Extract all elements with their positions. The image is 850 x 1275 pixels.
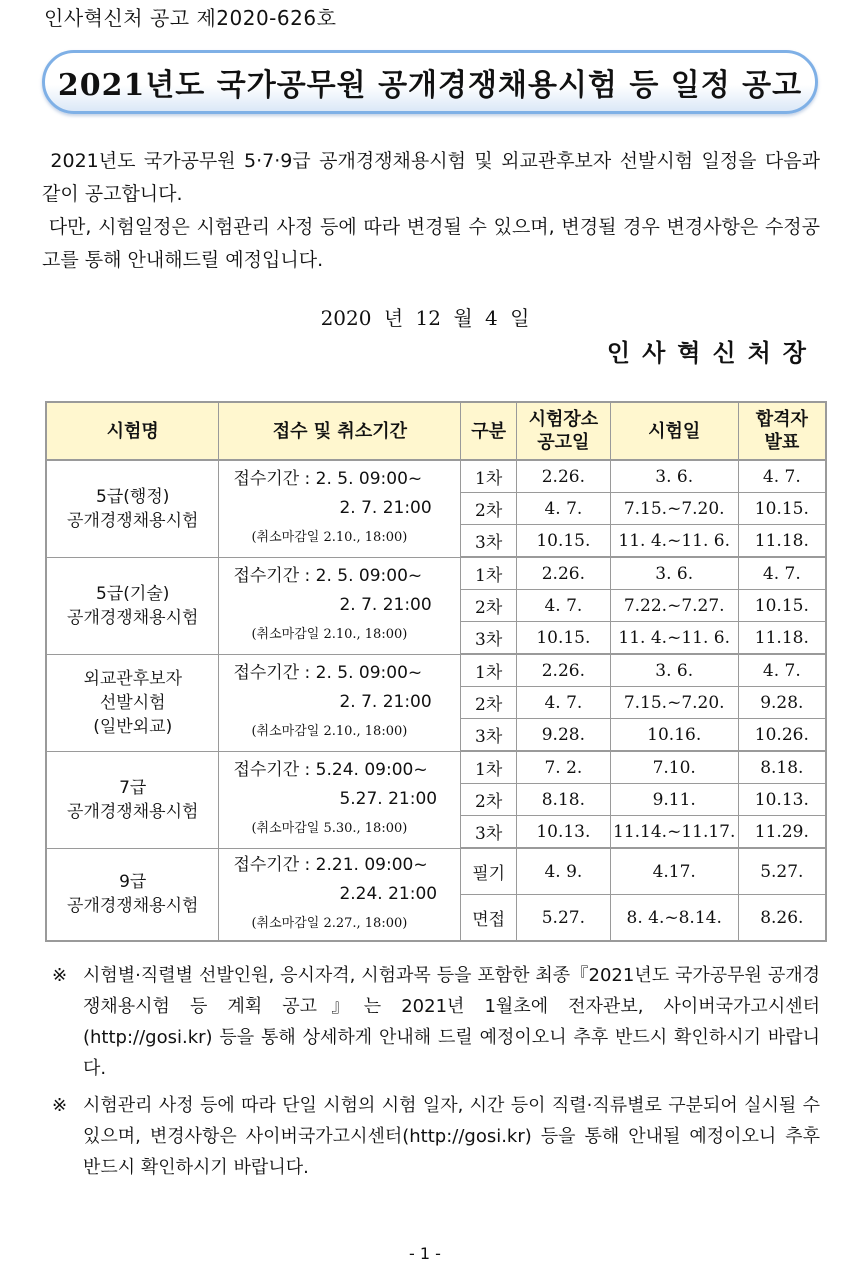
header-exam-name: 시험명 — [46, 402, 219, 460]
page-number: - 1 - — [409, 1244, 441, 1263]
venue-date-cell: 5.27. — [517, 895, 611, 942]
result-date-cell: 10.13. — [738, 784, 826, 816]
result-date-cell: 8.26. — [738, 895, 826, 942]
reference-mark: ※ — [52, 965, 68, 986]
stage-cell: 2차 — [461, 784, 517, 816]
header-period: 접수 및 취소기간 — [219, 402, 461, 460]
table-row — [46, 654, 826, 687]
result-date-cell: 10.26. — [738, 719, 826, 752]
page-title: 2021년도 국가공무원 공개경쟁채용시험 등 일정 공고 — [57, 68, 803, 103]
venue-date-cell: 8.18. — [517, 784, 611, 816]
stage-cell: 1차 — [461, 654, 517, 687]
stage-cell: 면접 — [461, 895, 517, 942]
exam-date-cell: 11. 4.~11. 6. — [610, 622, 738, 655]
result-date-cell: 4. 7. — [738, 654, 826, 687]
notice-date: 2020 년 12 월 4 일 — [320, 306, 530, 330]
result-date-cell: 11.18. — [738, 622, 826, 655]
venue-date-cell: 2.26. — [517, 557, 611, 590]
table-row — [46, 751, 826, 784]
issuer-name: 인사혁신처장 — [606, 339, 818, 367]
reference-mark: ※ — [52, 1095, 68, 1116]
header-venue-notice: 시험장소 공고일 — [517, 402, 611, 460]
exam-schedule-table — [45, 401, 827, 942]
intro-text — [42, 145, 820, 277]
table-row — [46, 557, 826, 590]
period-cell: 접수기간 : 2. 5. 09:00~ 2. 7. 21:00 (취소마감일 2.10., 18:00) — [219, 654, 461, 751]
title-box — [42, 50, 818, 114]
note-1-text: 시험별·직렬별 선발인원, 응시자격, 시험과목 등을 포함한 최종『2021년도 국가공무원 공개경쟁채용시험 등 계획 공고』는 2021년 1월초에 전자관보, 사이버국가고시센터(http://gosi.kr) 등을 통해 상세하게 안내해 드릴 예정이오니 추후 반드시 확인하시기 바랍니다. — [83, 965, 820, 1079]
period-cell: 접수기간 : 2. 5. 09:00~ 2. 7. 21:00 (취소마감일 2.10., 18:00) — [219, 557, 461, 654]
exam-name-cell: 외교관후보자 선발시험 (일반외교) — [46, 654, 219, 751]
header-result: 합격자 발표 — [738, 402, 826, 460]
exam-date-cell: 3. 6. — [610, 460, 738, 493]
venue-date-cell: 2.26. — [517, 460, 611, 493]
exam-date-cell: 4.17. — [610, 848, 738, 895]
table-row — [46, 460, 826, 493]
period-cell: 접수기간 : 2.21. 09:00~ 2.24. 21:00 (취소마감일 2.27., 18:00) — [219, 848, 461, 941]
result-date-cell: 9.28. — [738, 687, 826, 719]
venue-date-cell: 7. 2. — [517, 751, 611, 784]
exam-date-cell: 7.15.~7.20. — [610, 493, 738, 525]
exam-name-cell: 7급 공개경쟁채용시험 — [46, 751, 219, 848]
stage-cell: 3차 — [461, 525, 517, 558]
result-date-cell: 5.27. — [738, 848, 826, 895]
exam-name-cell: 5급(행정) 공개경쟁채용시험 — [46, 460, 219, 557]
result-date-cell: 4. 7. — [738, 460, 826, 493]
header-stage: 구분 — [461, 402, 517, 460]
table-row — [46, 848, 826, 895]
exam-date-cell: 8. 4.~8.14. — [610, 895, 738, 942]
result-date-cell: 11.18. — [738, 525, 826, 558]
stage-cell: 3차 — [461, 622, 517, 655]
result-date-cell: 4. 7. — [738, 557, 826, 590]
table-header-row — [46, 402, 826, 460]
exam-date-cell: 7.15.~7.20. — [610, 687, 738, 719]
exam-date-cell: 9.11. — [610, 784, 738, 816]
venue-date-cell: 10.15. — [517, 622, 611, 655]
period-cell: 접수기간 : 2. 5. 09:00~ 2. 7. 21:00 (취소마감일 2.10., 18:00) — [219, 460, 461, 557]
venue-date-cell: 4. 9. — [517, 848, 611, 895]
intro-paragraph-1: 2021년도 국가공무원 5·7·9급 공개경쟁채용시험 및 외교관후보자 선발시험 일정을 다음과 같이 공고합니다. — [42, 150, 820, 205]
stage-cell: 1차 — [461, 751, 517, 784]
exam-date-cell: 3. 6. — [610, 557, 738, 590]
note-1 — [52, 960, 820, 1084]
stage-cell: 1차 — [461, 460, 517, 493]
stage-cell: 3차 — [461, 816, 517, 849]
exam-date-cell: 10.16. — [610, 719, 738, 752]
venue-date-cell: 4. 7. — [517, 590, 611, 622]
result-date-cell: 10.15. — [738, 493, 826, 525]
exam-date-cell: 7.22.~7.27. — [610, 590, 738, 622]
stage-cell: 3차 — [461, 719, 517, 752]
notice-number: 인사혁신처 공고 제2020-626호 — [44, 6, 337, 30]
exam-date-cell: 11. 4.~11. 6. — [610, 525, 738, 558]
period-cell: 접수기간 : 5.24. 09:00~ 5.27. 21:00 (취소마감일 5.30., 18:00) — [219, 751, 461, 848]
venue-date-cell: 2.26. — [517, 654, 611, 687]
venue-date-cell: 10.15. — [517, 525, 611, 558]
stage-cell: 2차 — [461, 687, 517, 719]
result-date-cell: 10.15. — [738, 590, 826, 622]
exam-name-cell: 5급(기술) 공개경쟁채용시험 — [46, 557, 219, 654]
exam-name-cell: 9급 공개경쟁채용시험 — [46, 848, 219, 941]
stage-cell: 2차 — [461, 493, 517, 525]
venue-date-cell: 4. 7. — [517, 687, 611, 719]
exam-date-cell: 7.10. — [610, 751, 738, 784]
exam-date-cell: 11.14.~11.17. — [610, 816, 738, 849]
venue-date-cell: 4. 7. — [517, 493, 611, 525]
stage-cell: 1차 — [461, 557, 517, 590]
stage-cell: 필기 — [461, 848, 517, 895]
result-date-cell: 8.18. — [738, 751, 826, 784]
note-2 — [52, 1090, 820, 1183]
exam-date-cell: 3. 6. — [610, 654, 738, 687]
intro-paragraph-2: 다만, 시험일정은 시험관리 사정 등에 따라 변경될 수 있으며, 변경될 경우 변경사항은 수정공고를 통해 안내해드릴 예정입니다. — [42, 216, 820, 271]
venue-date-cell: 9.28. — [517, 719, 611, 752]
note-2-text: 시험관리 사정 등에 따라 단일 시험의 시험 일자, 시간 등이 직렬·직류별로 구분되어 실시될 수 있으며, 변경사항은 사이버국가고시센터(http://gosi.kr) 등을 통해 안내될 예정이오니 추후 반드시 확인하시기 바랍니다. — [83, 1095, 820, 1178]
stage-cell: 2차 — [461, 590, 517, 622]
venue-date-cell: 10.13. — [517, 816, 611, 849]
result-date-cell: 11.29. — [738, 816, 826, 849]
header-exam-date: 시험일 — [610, 402, 738, 460]
